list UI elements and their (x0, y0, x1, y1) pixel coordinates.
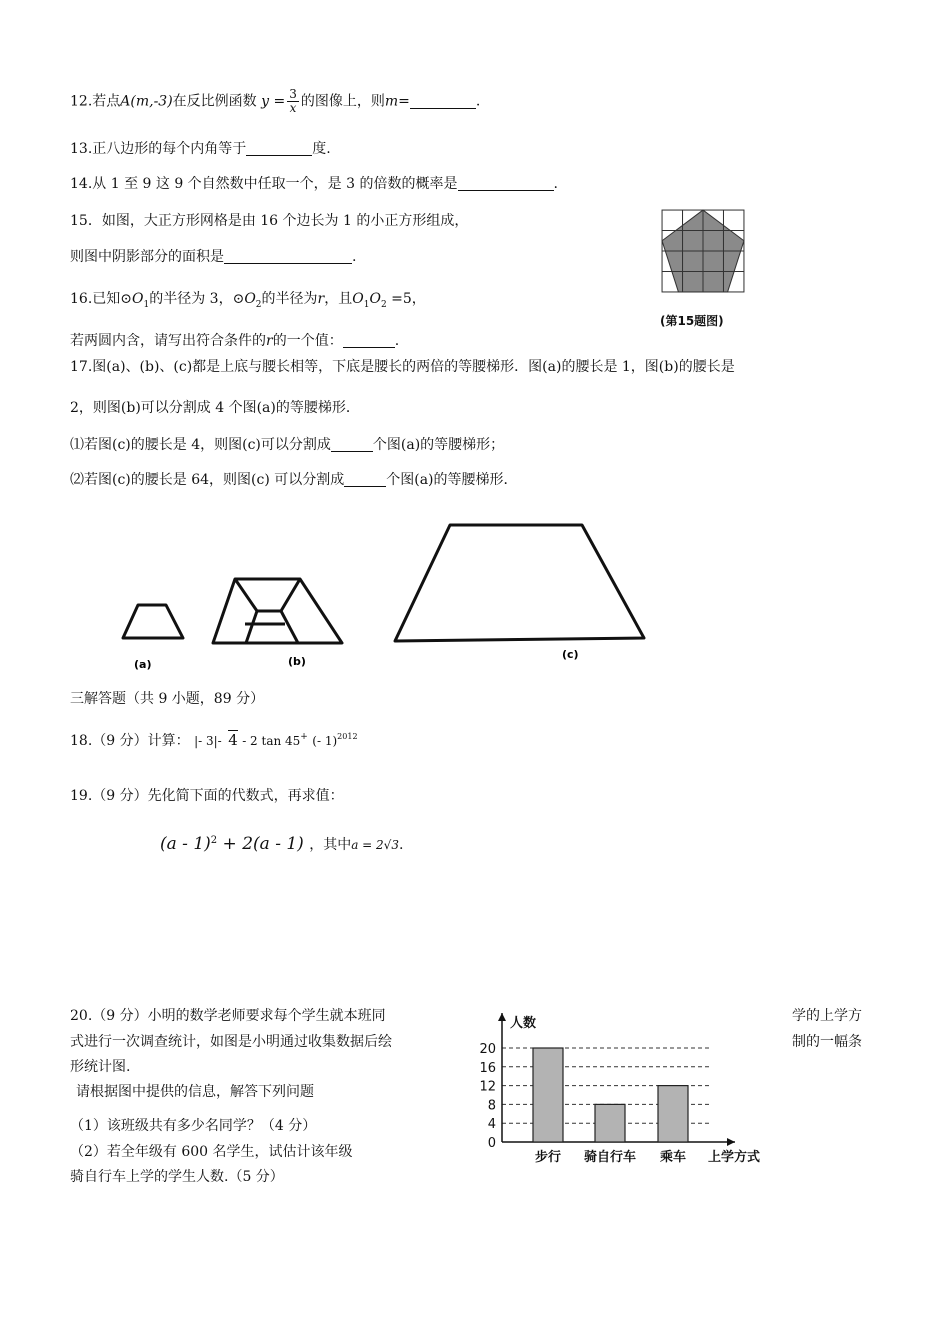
bar (533, 1048, 563, 1142)
trapezoid-a (123, 605, 183, 638)
question-17-line1: 17.图(a)、(b)、(c)都是上底与腰长相等，下底是腰长的两倍的等腰梯形．图(a)的腰长是 1，图(b)的腰长是 (70, 359, 735, 375)
question-16: 16.已知$⊙O_1$的半径为 3，$⊙O_2$的半径为r，且$O_1O_2 =5$， (70, 291, 426, 310)
answer-blank[interactable] (458, 176, 554, 191)
question-18: 18.（9 分）计算： |- 3|- 4 - 2 tan 45+ (- 1)$^{2012}$ (70, 731, 358, 749)
trapezoid-c (395, 525, 644, 641)
q15-caption: (第15题图) (660, 314, 724, 328)
bar (595, 1104, 625, 1142)
answer-blank[interactable] (331, 437, 373, 452)
question-17-sub1: ⑴若图(c)的腰长是 4，则图(c)可以分割成 个图(a)的等腰梯形； (70, 437, 505, 453)
x-axis-label: 上学方式 (708, 1150, 761, 1165)
question-17-line2: 2，则图(b)可以分割成 4 个图(a)的等腰梯形． (70, 400, 360, 416)
label-c: (c) (562, 648, 579, 661)
y-tick-label: 8 (487, 1098, 496, 1114)
label-b: (b) (288, 655, 306, 668)
question-20-line4: 请根据图中提供的信息，解答下列问题 (76, 1084, 314, 1100)
y-tick-label: 0 (487, 1136, 496, 1151)
question-13: 13.正八边形的每个内角等于 度. (70, 141, 331, 157)
question-12: 12.若点A(m,-3)在反比例函数 y = $\frac{3}{x}$ 的图像上，则m= . (70, 87, 481, 115)
y-axis-arrow (498, 1013, 506, 1021)
x-category-label: 步行 (534, 1150, 562, 1165)
x-axis-arrow (727, 1138, 735, 1146)
question-20-line7: 骑自行车上学的学生人数.（5 分） (70, 1169, 284, 1185)
question-17-sub2: ⑵若图(c)的腰长是 64，则图(c) 可以分割成 个图(a)的等腰梯形． (70, 472, 518, 488)
answer-blank[interactable] (246, 141, 312, 156)
q15-grid-figure (660, 208, 746, 294)
x-category-label: 骑自行车 (583, 1150, 637, 1165)
y-tick-label: 4 (487, 1117, 496, 1133)
y-tick-label: 20 (479, 1042, 496, 1057)
trapezoid-b-partition (246, 611, 257, 643)
q17-trapezoid-figures (110, 520, 675, 678)
question-20-line1-right: 学的上学方 (792, 1008, 862, 1024)
x-category-label: 乘车 (659, 1150, 687, 1165)
trapezoid-b-partition (281, 611, 298, 643)
trapezoid-b-partition (235, 579, 300, 611)
question-20-line2-right: 制的一幅条 (792, 1034, 862, 1050)
y-axis-label: 人数 (510, 1016, 537, 1031)
bar-chart (470, 1005, 780, 1170)
answer-blank[interactable] (224, 249, 352, 264)
question-20-line2: 式进行一次调查统计，如图是小明通过收集数据后绘 (70, 1034, 392, 1050)
question-14: 14.从 1 至 9 这 9 个自然数中任取一个，是 3 的倍数的概率是 . (70, 176, 558, 192)
question-15-line2: 则图中阴影部分的面积是 . (70, 249, 357, 265)
section-heading: 三解答题（共 9 小题，89 分） (70, 691, 265, 707)
answer-blank[interactable] (344, 472, 386, 487)
question-15-line1: 15．如图，大正方形网格是由 16 个边长为 1 的小正方形组成， (70, 213, 469, 229)
question-20-line1: 20.（9 分）小明的数学老师要求每个学生就本班同 (70, 1008, 386, 1024)
label-a: (a) (134, 658, 152, 671)
fraction: $\frac{3}{x}$ (289, 87, 297, 115)
question-19: 19.（9 分）先化简下面的代数式，再求值： (70, 788, 344, 804)
answer-blank[interactable] (343, 333, 395, 348)
y-tick-label: 12 (479, 1079, 496, 1095)
question-16-line2: 若两圆内含，请写出符合条件的r的一个值： . (70, 333, 400, 349)
bar (658, 1086, 688, 1142)
y-tick-label: 16 (479, 1060, 496, 1076)
question-20-line5: （1）该班级共有多少名同学？（4 分） (70, 1118, 317, 1134)
question-20-line6: （2）若全年级有 600 名学生，试估计该年级 (70, 1144, 353, 1160)
question-20-line3: 形统计图. (70, 1059, 131, 1075)
sqrt-radicand: 4 (228, 731, 238, 749)
answer-blank[interactable] (410, 94, 476, 109)
question-19-expression: (a - 1)$^2$ + 2(a - 1) ，其中a = 2√3. (160, 834, 404, 854)
